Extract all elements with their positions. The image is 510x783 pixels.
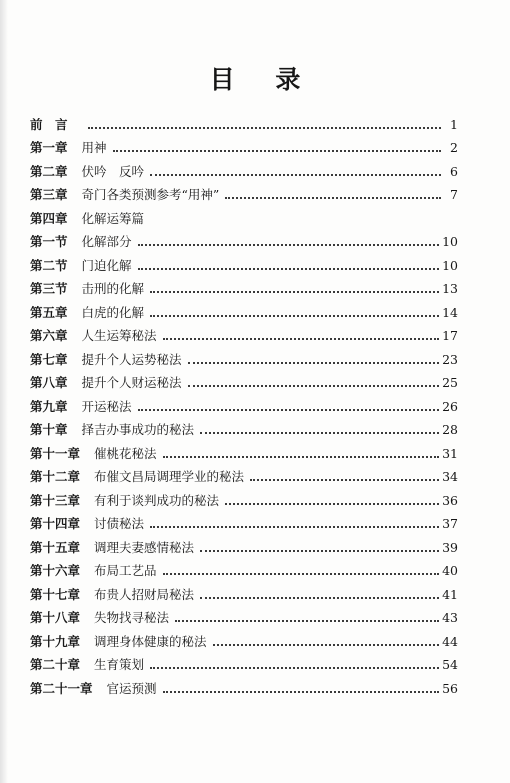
- toc-entry-page-number: 37: [442, 516, 458, 531]
- toc-entry-page-number: 40: [442, 563, 458, 578]
- toc-entry-number: 第八章: [30, 375, 68, 390]
- toc-entry-page-number: 1: [450, 116, 458, 132]
- toc-entry: [30, 578, 458, 602]
- toc-entry-page-number: 7: [450, 187, 458, 202]
- toc-entry-number: 第十三章: [30, 492, 81, 508]
- toc-entry: [30, 414, 458, 438]
- toc-entry: [30, 179, 458, 203]
- toc-entry: [30, 132, 458, 156]
- toc-entry-title: 调理夫妻感情秘法: [94, 539, 195, 555]
- toc-entry-number: 前 言: [30, 116, 68, 132]
- toc-entry-title: 用神: [81, 140, 107, 155]
- toc-entry-title: 有利于谈判成功的秘法: [94, 492, 220, 508]
- table-of-contents: [30, 108, 458, 696]
- toc-entry-page-number: 54: [442, 657, 458, 672]
- toc-entry-title: 布催文昌局调理学业的秘法: [94, 469, 245, 484]
- page-edge-shadow: [0, 0, 8, 783]
- toc-entry-title: 调理身体健康的秘法: [94, 633, 207, 649]
- toc-entry-page-number: 56: [442, 680, 458, 696]
- toc-entry-number: 第六章: [30, 328, 68, 343]
- dot-leader: [175, 620, 439, 622]
- toc-entry: [30, 108, 458, 132]
- toc-entry: [30, 625, 458, 649]
- dot-leader: [188, 385, 440, 387]
- toc-entry-number: 第十九章: [30, 633, 81, 649]
- toc-entry: [30, 602, 458, 626]
- page-title: 目 录: [209, 65, 317, 94]
- toc-entry-title: 化解部分: [81, 234, 132, 249]
- dot-leader: [113, 150, 441, 152]
- toc-entry-title: 伏吟 反吟: [81, 163, 145, 179]
- toc-entry: [30, 390, 458, 414]
- toc-entry: [30, 508, 458, 532]
- toc-entry: [30, 672, 458, 696]
- toc-entry-page-number: 34: [442, 469, 458, 484]
- toc-entry-number: 第十八章: [30, 610, 81, 625]
- toc-entry-page-number: 23: [442, 351, 458, 367]
- toc-entry-number: 第一节: [30, 234, 68, 249]
- toc-entry-number: 第五章: [30, 304, 68, 320]
- toc-entry-title: 生育策划: [94, 657, 145, 672]
- toc-entry-page-number: 10: [442, 257, 458, 273]
- toc-entry-page-number: 36: [442, 492, 458, 508]
- toc-entry-title: 提升个人运势秘法: [81, 351, 182, 367]
- toc-entry-number: 第十七章: [30, 586, 81, 602]
- toc-entry-title: 布贵人招财局秘法: [94, 586, 195, 602]
- dot-leader: [150, 526, 439, 528]
- toc-entry-page-number: 39: [442, 539, 458, 555]
- toc-entry-number: 第十六章: [30, 563, 81, 578]
- toc-entry-number: 第二十一章: [30, 680, 93, 696]
- dot-leader: [250, 479, 439, 481]
- dot-leader: [138, 409, 440, 411]
- toc-entry-title: 开运秘法: [81, 398, 132, 414]
- toc-entry: [30, 296, 458, 320]
- toc-entry-title: 人生运筹秘法: [81, 328, 157, 343]
- dot-leader: [225, 197, 441, 199]
- dot-leader: [150, 315, 439, 317]
- toc-entry-number: 第十四章: [30, 516, 81, 531]
- toc-entry-page-number: 43: [442, 610, 458, 625]
- dot-leader: [163, 691, 440, 693]
- dot-leader: [188, 362, 440, 364]
- dot-leader: [88, 127, 441, 129]
- toc-entry-number: 第十五章: [30, 539, 81, 555]
- toc-entry: [30, 531, 458, 555]
- toc-entry-title: 官运预测: [106, 680, 157, 696]
- toc-entry-page-number: 6: [450, 163, 458, 179]
- toc-entry: [30, 343, 458, 367]
- toc-entry-number: 第三节: [30, 281, 68, 296]
- toc-entry: [30, 461, 458, 485]
- dot-leader: [200, 550, 439, 552]
- toc-entry: [30, 320, 458, 344]
- toc-entry-number: 第二章: [30, 163, 68, 179]
- toc-entry-title: 催桃花秘法: [94, 445, 157, 461]
- toc-entry-number: 第一章: [30, 140, 68, 155]
- toc-entry: [30, 437, 458, 461]
- toc-entry: [30, 273, 458, 297]
- toc-entry-page-number: 13: [442, 281, 458, 296]
- toc-entry-page-number: 17: [442, 328, 458, 343]
- toc-entry-title: 白虎的化解: [81, 304, 145, 320]
- dot-leader: [138, 244, 440, 246]
- toc-entry-title: 布局工艺品: [94, 563, 157, 578]
- toc-entry-page-number: 41: [442, 586, 458, 602]
- toc-entry-page-number: 10: [442, 234, 458, 249]
- dot-leader: [163, 573, 440, 575]
- dot-leader: [138, 268, 440, 270]
- dot-leader: [200, 597, 439, 599]
- toc-entry-title: 奇门各类预测参考“用神”: [81, 187, 220, 202]
- toc-entry-number: 第十章: [30, 422, 68, 437]
- toc-entry: [30, 555, 458, 579]
- dot-leader: [213, 644, 440, 646]
- toc-entry-title: 择吉办事成功的秘法: [81, 422, 195, 437]
- toc-entry: [30, 484, 458, 508]
- toc-entry-page-number: 26: [442, 398, 458, 414]
- toc-entry-title: 提升个人财运秘法: [81, 375, 182, 390]
- dot-leader: [163, 456, 440, 458]
- toc-entry: [30, 202, 458, 226]
- toc-entry-page-number: 31: [442, 445, 458, 461]
- toc-entry: [30, 649, 458, 673]
- toc-entry-number: 第九章: [30, 398, 68, 414]
- toc-entry-number: 第十二章: [30, 469, 81, 484]
- toc-entry-number: 第七章: [30, 351, 68, 367]
- toc-entry-page-number: 44: [442, 633, 458, 649]
- toc-entry: [30, 226, 458, 250]
- toc-entry-number: 第二十章: [30, 657, 81, 672]
- toc-entry-number: 第三章: [30, 187, 68, 202]
- toc-entry-title: 门迫化解: [81, 257, 132, 273]
- dot-leader: [150, 291, 439, 293]
- dot-leader: [200, 432, 439, 434]
- toc-entry-number: 第十一章: [30, 445, 81, 461]
- toc-entry-title: 失物找寻秘法: [94, 610, 170, 625]
- toc-entry-page-number: 2: [450, 140, 458, 155]
- dot-leader: [225, 503, 439, 505]
- dot-leader: [150, 667, 439, 669]
- dot-leader: [163, 338, 440, 340]
- toc-entry-title: 击刑的化解: [81, 281, 145, 296]
- toc-entry-number: 第四章: [30, 210, 68, 226]
- toc-entry: [30, 155, 458, 179]
- dot-leader: [150, 174, 441, 176]
- toc-entry-title: 化解运筹篇: [81, 210, 145, 226]
- toc-entry: [30, 367, 458, 391]
- toc-entry-number: 第二节: [30, 257, 68, 273]
- toc-entry-page-number: 28: [442, 422, 458, 437]
- toc-entry-page-number: 14: [442, 304, 458, 320]
- toc-entry: [30, 249, 458, 273]
- toc-entry-title: 讨债秘法: [94, 516, 145, 531]
- toc-entry-page-number: 25: [442, 375, 458, 390]
